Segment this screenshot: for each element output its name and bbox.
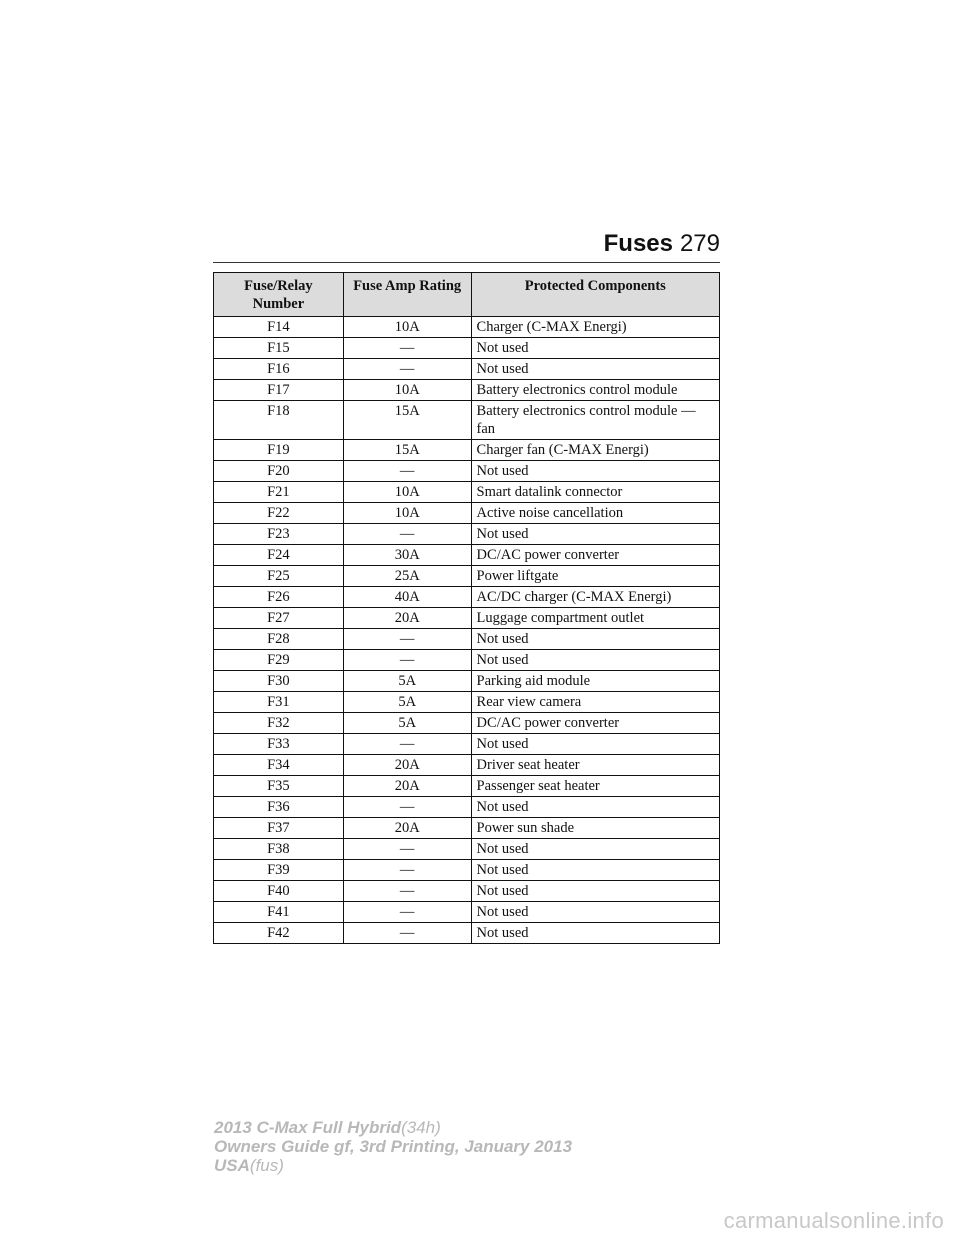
table-row [214,587,720,608]
cell-fuse-number: F36 [214,797,344,818]
cell-amp-rating: — [343,650,471,671]
cell-fuse-number: F34 [214,755,344,776]
table-row [214,608,720,629]
column-header-amp-rating: Fuse Amp Rating [343,273,471,317]
cell-fuse-number: F17 [214,380,344,401]
table-row [214,482,720,503]
cell-protected-component: Passenger seat heater [471,776,719,797]
cell-fuse-number: F37 [214,818,344,839]
table-row [214,776,720,797]
table-row [214,380,720,401]
cell-fuse-number: F27 [214,608,344,629]
cell-fuse-number: F35 [214,776,344,797]
cell-fuse-number: F31 [214,692,344,713]
table-row [214,338,720,359]
cell-protected-component: Battery electronics control module — fan [471,401,719,440]
cell-fuse-number: F42 [214,923,344,944]
cell-fuse-number: F33 [214,734,344,755]
cell-protected-component: Luggage compartment outlet [471,608,719,629]
table-row [214,461,720,482]
table-header-row [214,273,720,317]
cell-fuse-number: F28 [214,629,344,650]
cell-amp-rating: — [343,797,471,818]
table-row [214,566,720,587]
cell-amp-rating: — [343,881,471,902]
table-row [214,881,720,902]
cell-fuse-number: F41 [214,902,344,923]
table-row [214,713,720,734]
cell-amp-rating: — [343,338,471,359]
cell-amp-rating: 5A [343,713,471,734]
cell-amp-rating: 10A [343,503,471,524]
cell-protected-component: Not used [471,860,719,881]
cell-amp-rating: — [343,734,471,755]
cell-amp-rating: — [343,524,471,545]
footer-line-1 [214,1118,714,1137]
cell-amp-rating: 30A [343,545,471,566]
cell-fuse-number: F21 [214,482,344,503]
cell-amp-rating: — [343,629,471,650]
cell-amp-rating: — [343,902,471,923]
cell-amp-rating: 20A [343,755,471,776]
cell-fuse-number: F30 [214,671,344,692]
section-title: Fuses [603,230,673,257]
cell-protected-component: Not used [471,881,719,902]
cell-amp-rating: 15A [343,401,471,440]
page-number: 279 [679,230,720,257]
table-row [214,440,720,461]
fuse-table [213,272,720,944]
cell-amp-rating: 20A [343,608,471,629]
footer-line-2: Owners Guide gf, 3rd Printing, January 2013 [214,1137,573,1156]
cell-protected-component: Smart datalink connector [471,482,719,503]
cell-amp-rating: — [343,839,471,860]
cell-fuse-number: F38 [214,839,344,860]
table-row [214,359,720,380]
table-row [214,545,720,566]
cell-protected-component: Not used [471,359,719,380]
cell-protected-component: Charger fan (C-MAX Energi) [471,440,719,461]
footer-market-code: (fus) [249,1156,284,1175]
cell-protected-component: AC/DC charger (C-MAX Energi) [471,587,719,608]
footer-market: USA [214,1156,250,1175]
cell-protected-component: Parking aid module [471,671,719,692]
table-row [214,650,720,671]
cell-protected-component: Power liftgate [471,566,719,587]
cell-protected-component: Rear view camera [471,692,719,713]
cell-protected-component: Not used [471,839,719,860]
table-row [214,923,720,944]
table-row [214,818,720,839]
cell-amp-rating: 10A [343,482,471,503]
cell-fuse-number: F19 [214,440,344,461]
cell-fuse-number: F24 [214,545,344,566]
table-body [214,317,720,944]
table-row [214,839,720,860]
cell-protected-component: Not used [471,797,719,818]
cell-fuse-number: F23 [214,524,344,545]
cell-fuse-number: F32 [214,713,344,734]
cell-amp-rating: — [343,359,471,380]
cell-amp-rating: 25A [343,566,471,587]
column-header-fuse-number: Fuse/Relay Number [214,273,344,317]
cell-fuse-number: F14 [214,317,344,338]
footer-line-3 [214,1156,714,1175]
cell-protected-component: Not used [471,650,719,671]
cell-fuse-number: F16 [214,359,344,380]
cell-protected-component: Not used [471,338,719,359]
table-row [214,860,720,881]
cell-amp-rating: 20A [343,818,471,839]
cell-protected-component: Not used [471,734,719,755]
cell-protected-component: Battery electronics control module [471,380,719,401]
cell-amp-rating: — [343,860,471,881]
cell-fuse-number: F15 [214,338,344,359]
cell-amp-rating: 15A [343,440,471,461]
page-header [213,228,720,260]
cell-protected-component: Not used [471,902,719,923]
document-footer [214,1118,714,1175]
cell-amp-rating: 40A [343,587,471,608]
cell-protected-component: Active noise cancellation [471,503,719,524]
table-row [214,629,720,650]
column-header-protected-components: Protected Components [471,273,719,317]
table-row [214,734,720,755]
table-row [214,317,720,338]
cell-fuse-number: F26 [214,587,344,608]
cell-amp-rating: — [343,923,471,944]
watermark: carmanualsonline.info [723,1208,944,1233]
cell-amp-rating: 5A [343,692,471,713]
cell-protected-component: DC/AC power converter [471,713,719,734]
cell-amp-rating: 20A [343,776,471,797]
cell-protected-component: Not used [471,923,719,944]
table-row [214,902,720,923]
table-row [214,692,720,713]
cell-fuse-number: F20 [214,461,344,482]
cell-amp-rating: 10A [343,380,471,401]
cell-protected-component: Power sun shade [471,818,719,839]
cell-protected-component: Driver seat heater [471,755,719,776]
table-row [214,401,720,440]
cell-fuse-number: F39 [214,860,344,881]
cell-protected-component: Not used [471,629,719,650]
cell-fuse-number: F40 [214,881,344,902]
cell-protected-component: DC/AC power converter [471,545,719,566]
table-row [214,671,720,692]
table-row [214,524,720,545]
table-row [214,797,720,818]
footer-model: 2013 C-Max Full Hybrid [214,1118,402,1137]
footer-model-code: (34h) [401,1118,441,1137]
cell-amp-rating: 5A [343,671,471,692]
table-row [214,503,720,524]
cell-protected-component: Not used [471,461,719,482]
cell-fuse-number: F18 [214,401,344,440]
cell-protected-component: Charger (C-MAX Energi) [471,317,719,338]
cell-protected-component: Not used [471,524,719,545]
table-row [214,755,720,776]
header-divider [213,262,720,263]
cell-amp-rating: 10A [343,317,471,338]
cell-fuse-number: F25 [214,566,344,587]
cell-fuse-number: F22 [214,503,344,524]
cell-amp-rating: — [343,461,471,482]
cell-fuse-number: F29 [214,650,344,671]
